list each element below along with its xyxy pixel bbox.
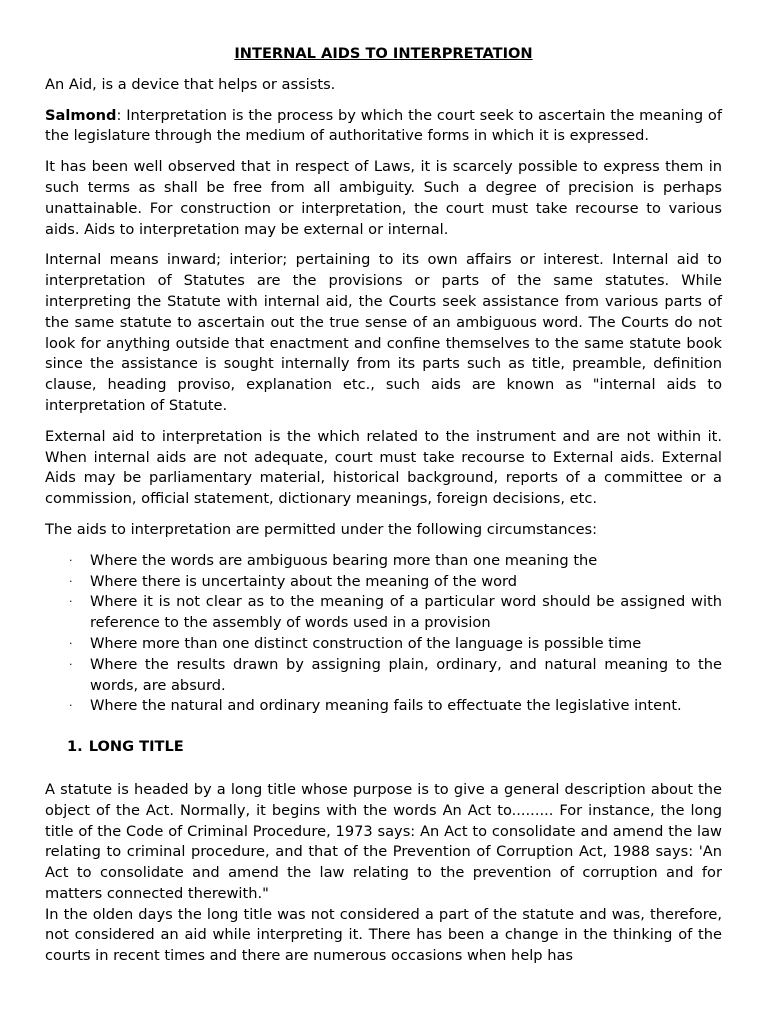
section-number: 1.: [67, 738, 83, 756]
paragraph-circumstances: The aids to interpretation are permitted under the following circumstances:: [45, 520, 598, 538]
bullet-icon: ·: [69, 699, 73, 713]
list-item: [45, 551, 722, 572]
paragraph-precision: It has been well observed that in respect of Laws, it is scarcely possible to express them in such terms as shall be free from all ambiguity. Such a degree of precision is perhaps unattainable. For construction or interpretation, the court must take recourse to various aids. Aids to interpretation may be external or internal.: [45, 158, 722, 238]
list-item-text: Where the natural and ordinary meaning fails to effectuate the legislative intent.: [90, 697, 682, 715]
list-item: [45, 592, 722, 634]
paragraph-external-aids: External aid to interpretation is the which related to the instrument and are not within it. When internal aids are not adequate, court must take recourse to External aids. External Aids may be parliamentary material, historical background, reports of a committee or a commission, official statement, dictionary meanings, foreign decisions, etc.: [45, 427, 722, 508]
bullet-icon: ·: [69, 657, 73, 671]
bullet-icon: ·: [69, 595, 73, 609]
list-item-text: Where the results drawn by assigning plain, ordinary, and natural meaning to the words, are absurd.: [90, 655, 722, 694]
paragraph-long-title-description: A statute is headed by a long title whose purpose is to give a general description about the object of the Act. Normally, it begins with the words An Act to......... For instance, the long title of the Code of Criminal Procedure, 1973 says: An Act to consolidate and amend the law relating to criminal procedure, and that of the Prevention of Corruption Act, 1988 says: 'An Act to consolidate and amend the law relating to the prevention of corruption and for matters connected therewith.": [45, 780, 722, 902]
bullet-icon: ·: [69, 553, 73, 567]
intro-paragraph: An Aid, is a device that helps or assists.: [45, 75, 336, 93]
list-item-text: Where there is uncertainty about the meaning of the word: [90, 572, 518, 590]
list-item: [45, 634, 722, 655]
list-item: [45, 696, 722, 717]
document-page: [45, 44, 722, 967]
bullet-icon: ·: [69, 574, 73, 588]
list-item: [45, 572, 722, 593]
salmond-paragraph: [45, 106, 722, 148]
salmond-text: : Interpretation is the process by which the court seek to ascertain the meaning of the legislature through the medium of authoritative forms in which it is expressed.: [45, 106, 722, 145]
bullet-icon: ·: [69, 636, 73, 650]
paragraph-internal-aids: Internal means inward; interior; pertaining to its own affairs or interest. Internal aid to interpretation of Statutes are the provisions or parts of the same statutes. While interpreting the Statute with internal aid, the Courts seek assistance from various parts of the same statute to ascertain out the true sense of an ambiguous word. The Courts do not look for anything outside that enactment and confine themselves to the same statute book since the assistance is sought internally from its parts such as title, preamble, definition clause, heading proviso, explanation etc., such aids are known as "internal aids to interpretation of Statute.: [45, 251, 722, 414]
document-title: INTERNAL AIDS TO INTERPRETATION: [234, 45, 533, 62]
list-item-text: Where it is not clear as to the meaning of a particular word should be assigned with reference to the assembly of words used in a provision: [90, 593, 722, 632]
salmond-label: Salmond: [45, 106, 117, 124]
section-heading-long-title: [67, 737, 722, 758]
list-item: [45, 655, 722, 697]
section-title: LONG TITLE: [88, 738, 184, 756]
circumstances-list: [45, 551, 722, 717]
list-item-text: Where the words are ambiguous bearing more than one meaning the: [90, 551, 598, 569]
list-item-text: Where more than one distinct construction of the language is possible time: [90, 634, 642, 652]
paragraph-long-title-history: In the olden days the long title was not considered a part of the statute and was, therefore, not considered an aid while interpreting it. There has been a change in the thinking of the courts in recent times and there are numerous occasions when help has: [45, 905, 722, 965]
